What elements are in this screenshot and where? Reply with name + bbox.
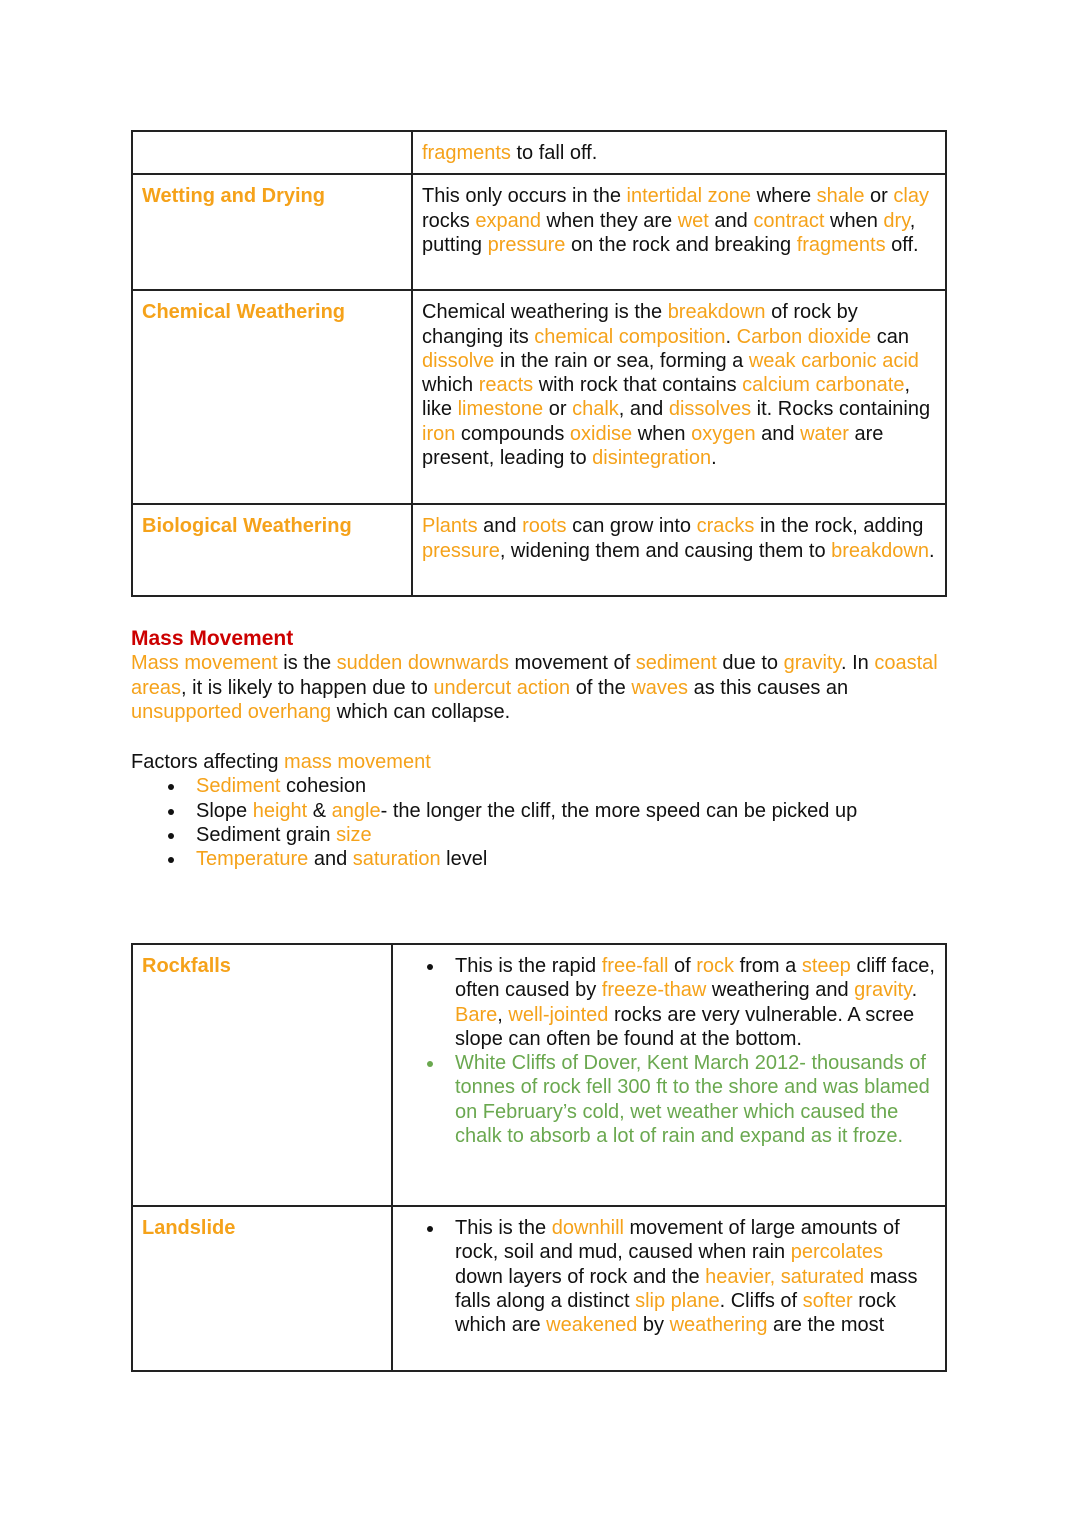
highlighted-term: gravity bbox=[854, 979, 912, 1002]
text-segment: by bbox=[637, 1314, 670, 1337]
text-segment: movement of bbox=[508, 652, 636, 675]
highlighted-term: Bare bbox=[455, 1003, 498, 1026]
highlighted-term: disintegration bbox=[592, 447, 712, 470]
highlighted-term: unsupported overhang bbox=[131, 700, 332, 723]
text-segment: Chemical weathering is the bbox=[422, 301, 668, 324]
table-row bbox=[132, 1206, 946, 1371]
text-segment: of the bbox=[570, 676, 632, 699]
text-segment: , like bbox=[422, 374, 911, 421]
list-item bbox=[186, 799, 951, 823]
highlighted-term: dissolves bbox=[668, 398, 752, 421]
highlighted-term: breakdown bbox=[667, 301, 766, 324]
highlighted-term: fragments bbox=[796, 233, 886, 256]
text-segment: on the rock and breaking bbox=[565, 233, 797, 256]
text-segment: Factors affecting bbox=[131, 751, 285, 773]
highlighted-term: gravity bbox=[783, 652, 841, 675]
text-segment: and bbox=[477, 515, 523, 538]
highlighted-term: reacts bbox=[478, 374, 534, 397]
highlighted-term: mass movement bbox=[284, 751, 431, 773]
highlighted-term: pressure bbox=[487, 233, 566, 256]
text-segment: Sediment grain bbox=[196, 823, 337, 846]
highlighted-term: weathering bbox=[669, 1314, 768, 1337]
factors-section bbox=[131, 750, 951, 871]
row-description bbox=[392, 1206, 946, 1371]
highlighted-term: downhill bbox=[551, 1217, 624, 1239]
highlighted-term: size bbox=[336, 823, 372, 846]
highlighted-term: weakened bbox=[546, 1314, 638, 1337]
highlighted-term: undercut action bbox=[433, 676, 571, 699]
table-row bbox=[132, 504, 946, 596]
highlighted-term: waves bbox=[631, 676, 689, 699]
row-description bbox=[412, 290, 946, 504]
highlighted-term: iron bbox=[422, 422, 456, 445]
highlighted-term: dissolve bbox=[422, 349, 495, 372]
text-segment: , and bbox=[618, 398, 669, 421]
text-segment: . bbox=[711, 447, 717, 470]
table-row bbox=[132, 290, 946, 504]
list-item bbox=[186, 847, 951, 871]
highlighted-term: Plants bbox=[422, 515, 478, 538]
highlighted-term: coastal areas bbox=[131, 652, 938, 699]
text-segment: & bbox=[307, 799, 332, 822]
text-segment: This only occurs in the bbox=[422, 185, 627, 208]
row-description bbox=[412, 174, 946, 290]
text-segment: when bbox=[632, 422, 692, 445]
text-segment: , bbox=[497, 1003, 509, 1026]
highlighted-term: saturation bbox=[352, 848, 441, 871]
text-segment: can grow into bbox=[566, 515, 697, 538]
row-description bbox=[412, 131, 946, 174]
text-segment: - the longer the cliff, the more speed can be picked up bbox=[380, 799, 858, 822]
example-item bbox=[445, 1051, 936, 1148]
highlighted-term: Temperature bbox=[196, 848, 309, 871]
text-segment: as this causes an bbox=[688, 676, 849, 699]
mass-movement-section bbox=[131, 627, 951, 724]
section-title: Mass Movement bbox=[131, 627, 294, 650]
highlighted-term: angle bbox=[331, 799, 381, 822]
highlighted-term: Sediment bbox=[196, 775, 281, 798]
highlighted-term: heavier, saturated bbox=[705, 1265, 865, 1288]
text-segment: are present, leading to bbox=[422, 422, 884, 470]
text-segment: or bbox=[864, 185, 894, 208]
text-segment: . bbox=[911, 979, 918, 1002]
text-segment: can bbox=[871, 325, 909, 348]
highlighted-term: free-fall bbox=[601, 955, 669, 977]
factors-list bbox=[131, 774, 951, 871]
text-segment: when they are bbox=[540, 209, 678, 232]
text-segment: due to bbox=[716, 652, 784, 675]
row-label: Landslide bbox=[132, 1206, 392, 1371]
highlighted-term: wet bbox=[677, 209, 709, 232]
text-segment: down layers of rock and the bbox=[455, 1265, 706, 1288]
highlighted-term: fragments bbox=[422, 142, 511, 164]
text-segment: level bbox=[440, 848, 488, 871]
text-segment: This is the rapid bbox=[455, 955, 602, 977]
text-segment: when bbox=[824, 209, 884, 232]
highlighted-term: contract bbox=[753, 209, 825, 232]
text-segment: which bbox=[422, 374, 479, 397]
row-label: Biological Weathering bbox=[132, 504, 412, 596]
highlighted-term: limestone bbox=[457, 398, 544, 421]
text-segment: and bbox=[708, 209, 754, 232]
row-label: Wetting and Drying bbox=[132, 174, 412, 290]
table-row bbox=[132, 944, 946, 1206]
text-segment: to fall off. bbox=[510, 142, 598, 164]
table-row bbox=[132, 174, 946, 290]
highlighted-term: breakdown bbox=[831, 539, 929, 562]
text-segment: of rock by changing its bbox=[422, 301, 858, 348]
text-segment: , putting bbox=[422, 209, 916, 256]
highlighted-term: chalk bbox=[572, 398, 619, 421]
highlighted-term: sediment bbox=[635, 652, 717, 675]
text-segment: compounds bbox=[455, 422, 570, 445]
text-segment: and bbox=[308, 848, 353, 871]
text-segment: rocks bbox=[422, 209, 476, 232]
text-segment: mass falls along a distinct bbox=[455, 1265, 918, 1312]
text-segment: of bbox=[668, 955, 697, 977]
highlighted-term: Carbon dioxide bbox=[736, 325, 872, 348]
text-segment: , it is likely to happen due to bbox=[181, 676, 434, 699]
highlighted-term: dry bbox=[883, 209, 910, 232]
text-segment: , widening them and causing them to bbox=[499, 539, 832, 562]
example-text: White Cliffs of Dover, Kent March 2012- thousands of tonnes of rock fell 300 ft to the shore and was blamed on February’s cold, wet weather which caused the chalk to absorb a lot of rain and expand as it froze. bbox=[455, 1052, 930, 1148]
highlighted-term: expand bbox=[475, 209, 541, 232]
highlighted-term: Mass movement bbox=[131, 652, 278, 675]
text-segment: . bbox=[928, 539, 935, 562]
text-segment: from a bbox=[734, 955, 802, 977]
weathering-table bbox=[131, 130, 947, 597]
highlighted-term: pressure bbox=[422, 539, 500, 562]
text-segment: This is the bbox=[455, 1217, 552, 1239]
highlighted-term: rock bbox=[696, 955, 735, 977]
text-segment: cohesion bbox=[280, 775, 367, 798]
text-segment: cliff face, often caused by bbox=[455, 955, 935, 1002]
highlighted-term: freeze-thaw bbox=[601, 979, 707, 1002]
highlighted-term: calcium carbonate bbox=[742, 374, 905, 397]
text-segment: and bbox=[755, 422, 801, 445]
text-segment: movement of large amounts of rock, soil and mud, caused when rain bbox=[455, 1217, 900, 1264]
text-segment: in the rock, adding bbox=[754, 515, 924, 538]
list-item bbox=[445, 1216, 936, 1337]
mass-movement-table bbox=[131, 943, 947, 1372]
row-label: Chemical Weathering bbox=[132, 290, 412, 504]
highlighted-term: slip plane bbox=[635, 1289, 720, 1312]
text-segment: . In bbox=[841, 652, 875, 675]
text-segment: it. Rocks containing bbox=[751, 398, 931, 421]
table-row bbox=[132, 131, 946, 174]
text-segment: or bbox=[543, 398, 573, 421]
text-segment: rocks are very vulnerable. A scree slope can often be found at the bottom. bbox=[455, 1003, 915, 1050]
highlighted-term: cracks bbox=[696, 515, 755, 538]
highlighted-term: well-jointed bbox=[508, 1003, 609, 1026]
highlighted-term: sudden downwards bbox=[336, 652, 509, 675]
row-label: Rockfalls bbox=[132, 944, 392, 1206]
row-description bbox=[412, 504, 946, 596]
list-item bbox=[445, 954, 936, 1051]
text-segment: off. bbox=[885, 233, 919, 256]
highlighted-term: clay bbox=[893, 185, 929, 208]
text-segment: Slope bbox=[196, 799, 253, 822]
text-segment: are the most bbox=[767, 1314, 885, 1337]
text-segment: is the bbox=[277, 652, 337, 675]
highlighted-term: steep bbox=[801, 955, 851, 977]
highlighted-term: oxygen bbox=[691, 422, 756, 445]
highlighted-term: oxidise bbox=[569, 422, 633, 445]
highlighted-term: chemical composition bbox=[534, 325, 726, 348]
section-paragraph bbox=[131, 651, 951, 724]
list-item bbox=[186, 823, 951, 847]
list-item bbox=[186, 774, 951, 798]
text-segment: with rock that contains bbox=[533, 374, 743, 397]
highlighted-term: shale bbox=[816, 185, 865, 208]
highlighted-term: water bbox=[800, 422, 849, 445]
text-segment: where bbox=[751, 185, 817, 208]
text-segment: in the rain or sea, forming a bbox=[494, 349, 749, 372]
row-label bbox=[132, 131, 412, 174]
text-segment: . bbox=[725, 325, 737, 348]
text-segment: rock which are bbox=[455, 1289, 896, 1337]
row-description bbox=[392, 944, 946, 1206]
highlighted-term: percolates bbox=[790, 1241, 884, 1264]
highlighted-term: intertidal zone bbox=[626, 185, 752, 208]
highlighted-term: weak carbonic acid bbox=[748, 349, 919, 372]
factors-intro bbox=[131, 750, 951, 774]
highlighted-term: roots bbox=[522, 515, 567, 538]
text-segment: . Cliffs of bbox=[719, 1289, 803, 1312]
text-segment: weathering and bbox=[706, 979, 855, 1002]
highlighted-term: height bbox=[252, 799, 308, 822]
text-segment: which can collapse. bbox=[331, 700, 511, 723]
highlighted-term: softer bbox=[802, 1289, 853, 1312]
